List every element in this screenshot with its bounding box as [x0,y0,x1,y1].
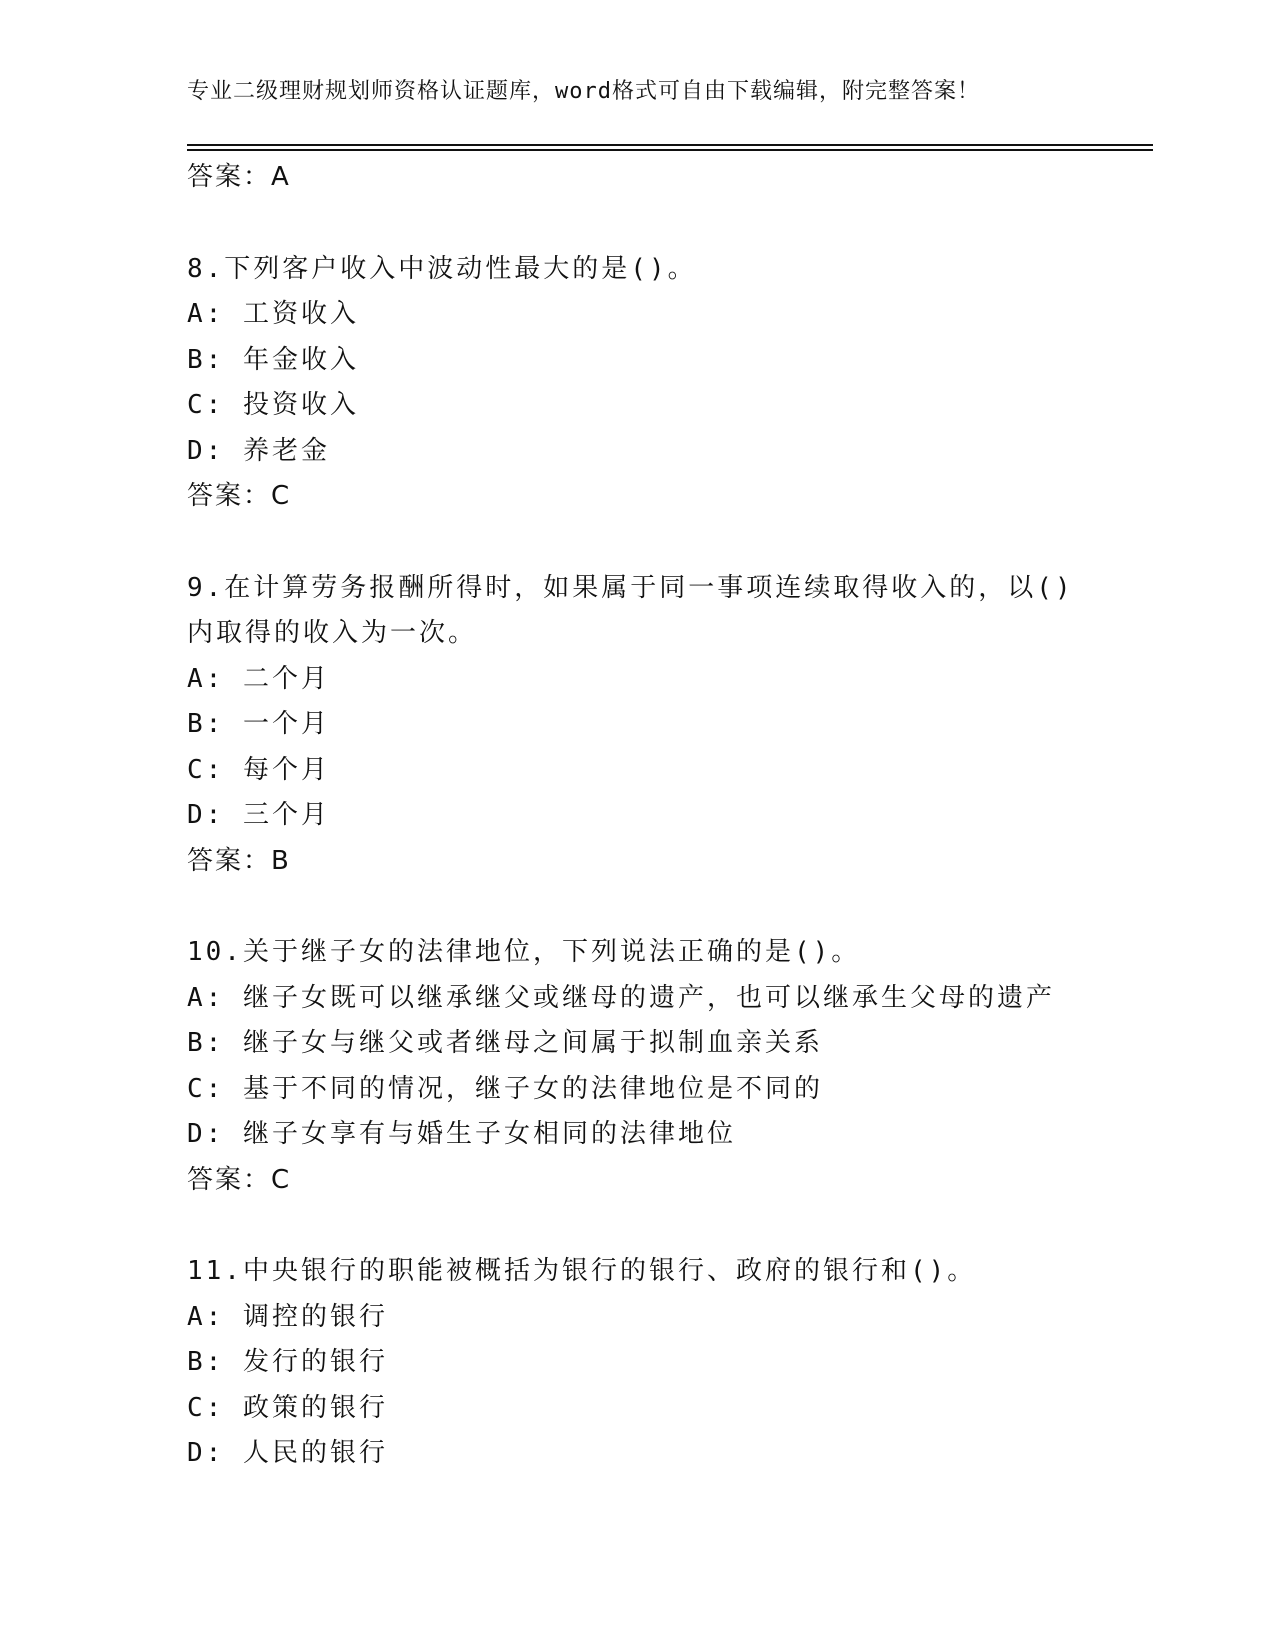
page-header: 专业二级理财规划师资格认证题库，word格式可自由下载编辑，附完整答案！ [187,79,980,104]
option-a: A: 二个月 [187,663,330,694]
answer-line: 答案：C [187,481,292,511]
question-stem: 11.中央银行的职能被概括为银行的银行、政府的银行和()。 [187,1256,977,1286]
header-rule-bottom [187,149,1153,151]
question-8 [187,247,1087,520]
answer-line: 答案：C [187,1164,292,1195]
option-b: B: 一个月 [187,709,330,739]
option-d: D: 继子女享有与婚生子女相同的法律地位 [187,1119,736,1149]
option-a: A: 继子女既可以继承继父或继母的遗产，也可以继承生父母的遗产 [187,982,1055,1013]
spacer [187,201,1087,247]
question-9 [187,566,1087,885]
option-c: C: 基于不同的情况，继子女的法律地位是不同的 [187,1073,823,1104]
option-a: A: 工资收入 [187,299,359,329]
option-c: C: 投资收入 [187,390,359,420]
spacer [187,884,1087,930]
option-b: B: 发行的银行 [187,1347,388,1377]
option-d: D: 三个月 [187,800,330,830]
question-stem: 9.在计算劳务报酬所得时，如果属于同一事项连续取得收入的，以() [187,572,1074,603]
question-stem-continued: 内取得的收入为一次。 [187,618,478,648]
question-10 [187,930,1087,1203]
option-d: D: 养老金 [187,435,330,466]
option-c: C: 政策的银行 [187,1392,388,1423]
question-11 [187,1249,1087,1477]
option-d: D: 人民的银行 [187,1438,388,1468]
header-rule-top [187,144,1153,146]
answer-line: 答案：B [187,845,291,876]
spacer [187,520,1087,566]
option-a: A: 调控的银行 [187,1301,388,1332]
answer-line: 答案：A [187,162,291,192]
question-stem: 8.下列客户收入中波动性最大的是()。 [187,253,697,284]
document-body [187,155,1087,1477]
option-b: B: 年金收入 [187,344,359,375]
question-stem: 10.关于继子女的法律地位，下列说法正确的是()。 [187,937,861,967]
spacer [187,1203,1087,1249]
option-b: B: 继子女与继父或者继母之间属于拟制血亲关系 [187,1028,823,1058]
option-c: C: 每个月 [187,754,330,785]
